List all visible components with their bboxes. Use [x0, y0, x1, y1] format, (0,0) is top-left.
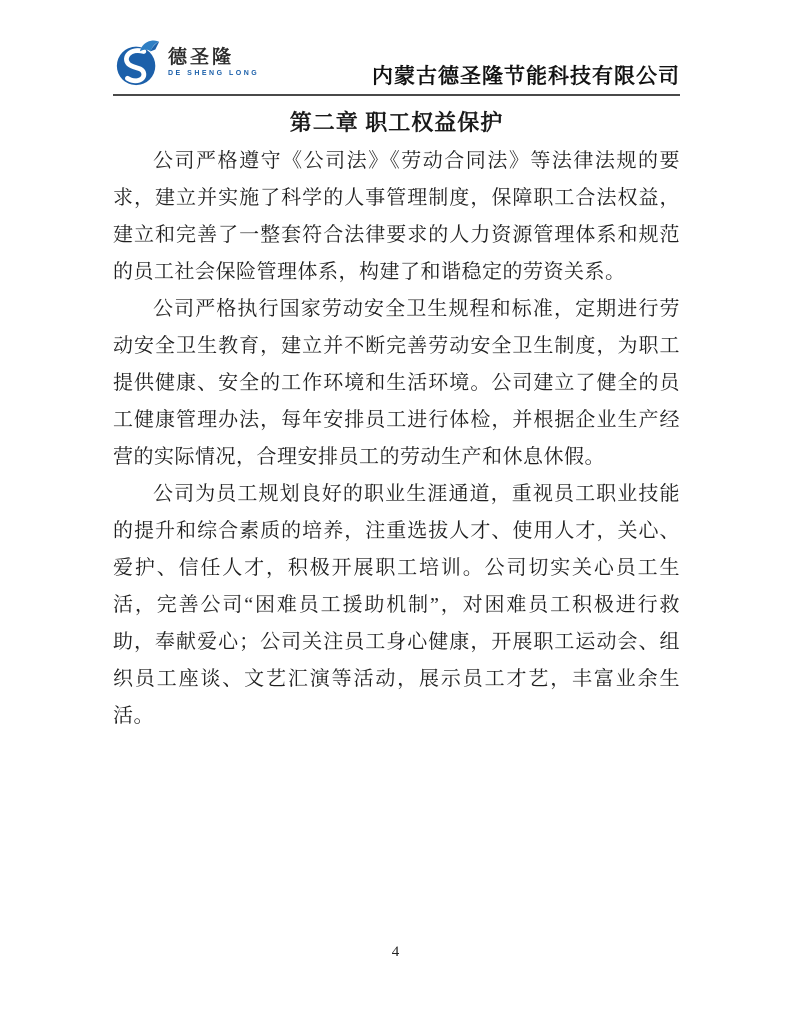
paragraph-2: 公司严格执行国家劳动安全卫生规程和标准，定期进行劳动安全卫生教育，建立并不断完善劳动安全卫生制度，为职工提供健康、安全的工作环境和生活环境。公司建立了健全的员工健康管理办法，每年安排员工进行体检，并根据企业生产经营的实际情况，合理安排员工的劳动生产和休息休假。	[113, 298, 680, 468]
company-logo	[113, 36, 259, 88]
logo-name-cn: 德圣隆	[168, 46, 235, 68]
paragraph-3: 公司为员工规划良好的职业生涯通道，重视员工职业技能的提升和综合素质的培养，注重选拔人才、使用人才，关心、爱护、信任人才，积极开展职工培训。公司切实关心员工生活，完善公司“困难员工援助机制”，对困难员工积极进行救助，奉献爱心；公司关注员工身心健康，开展职工运动会、组织员工座谈、文艺汇演等活动，展示员工才艺，丰富业余生活。	[113, 483, 680, 727]
page-number: 4	[391, 944, 400, 960]
company-name: 内蒙古德圣隆节能科技有限公司	[372, 64, 680, 88]
logo-name-en: DE SHENG LONG	[168, 69, 260, 77]
body-text	[113, 143, 680, 735]
dragon-s-logo-icon	[113, 36, 163, 88]
paragraph-1: 公司严格遵守《公司法》《劳动合同法》等法律法规的要求，建立并实施了科学的人事管理制度，保障职工合法权益，建立和完善了一整套符合法律要求的人力资源管理体系和规范的员工社会保险管理体系，构建了和谐稳定的劳资关系。	[113, 150, 680, 283]
page-header	[113, 0, 680, 96]
chapter-title: 第二章 职工权益保护	[289, 110, 504, 135]
logo-text	[168, 48, 259, 77]
page-footer	[0, 944, 791, 961]
page-content	[113, 0, 680, 735]
